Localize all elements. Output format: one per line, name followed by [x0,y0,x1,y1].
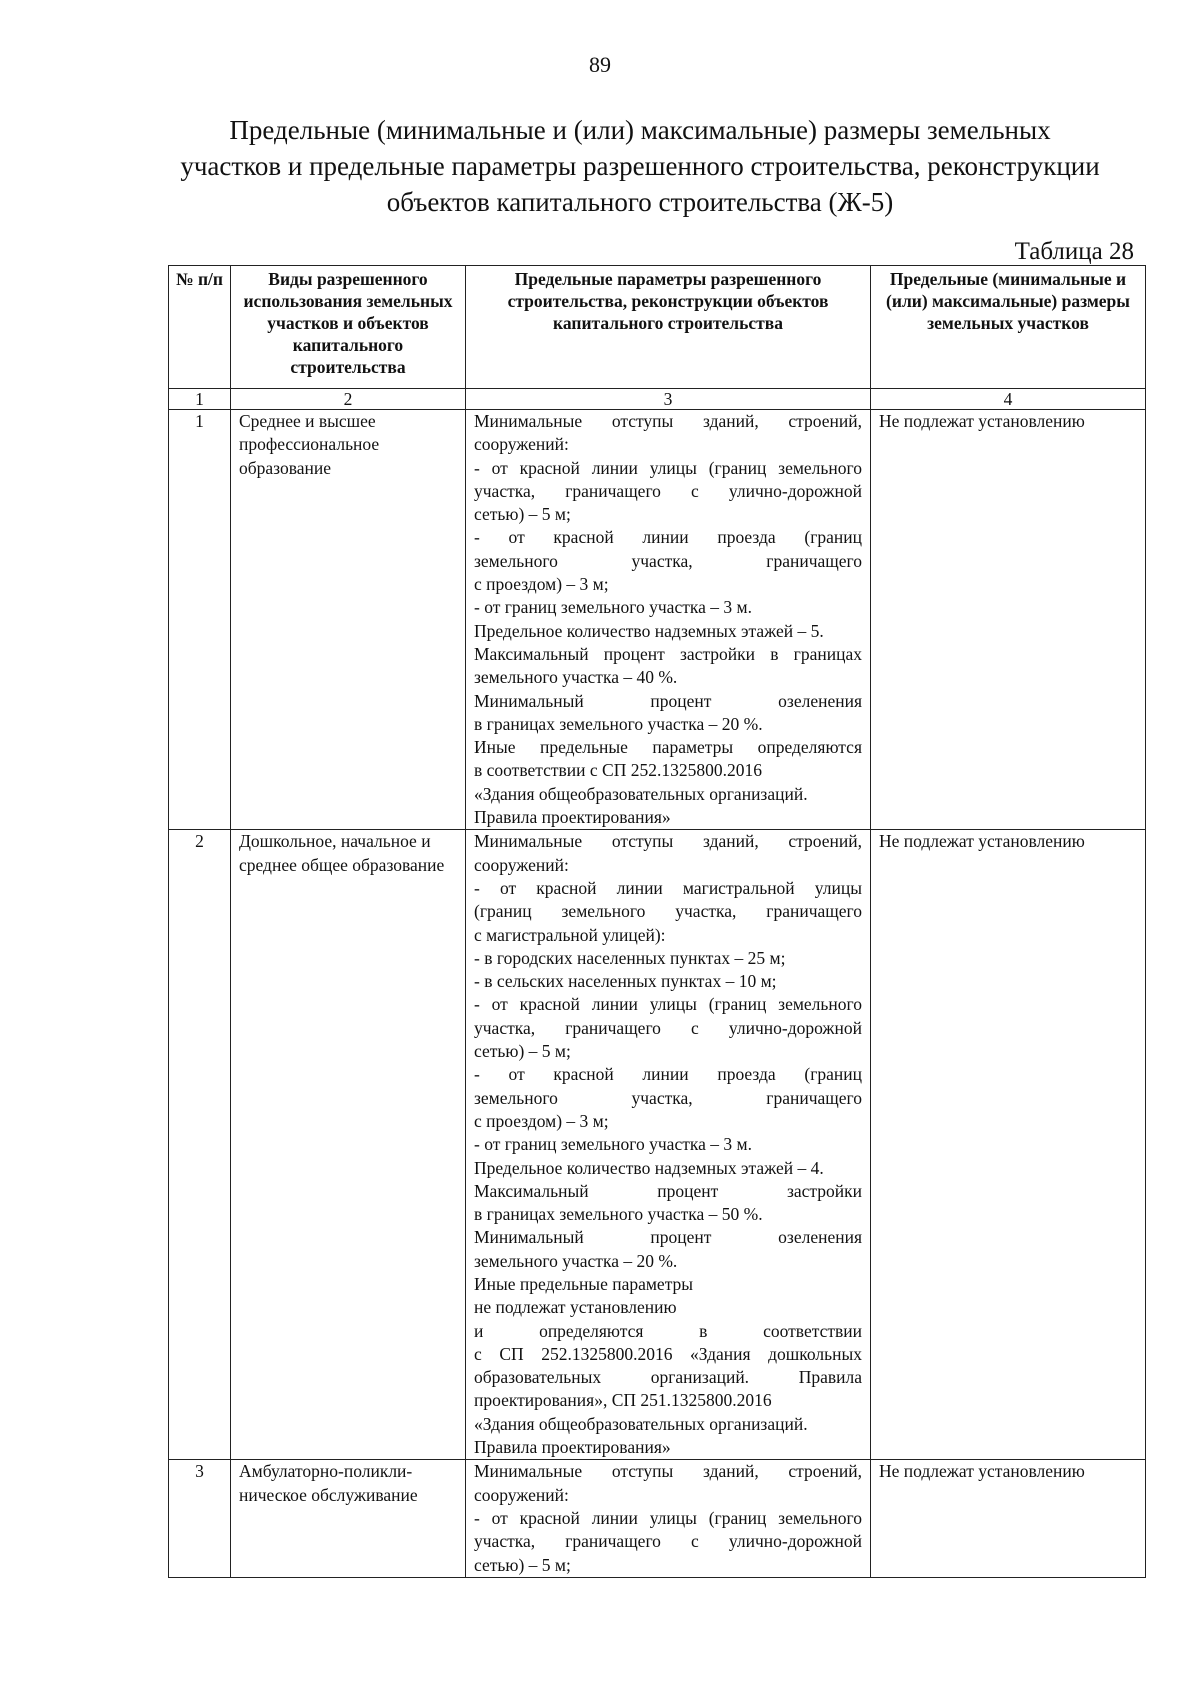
param-line: Предельное количество надземных этажей – 4. [474,1157,824,1178]
table-row [169,410,1146,830]
param-line: проектирования», СП 251.1325800.2016 [474,1390,772,1411]
param-line: Максимальный процент застройки [474,1180,862,1201]
param-line: в соответствии с СП 252.1325800.2016 [474,760,762,781]
column-number: 1 [169,389,231,410]
param-line: Минимальный процент озеленения [474,690,862,711]
title-line: объектов капитального строительства (Ж-5) [386,187,894,217]
build-params-cell [466,410,871,830]
param-line: - от красной линии улицы (границ земельного [474,1507,862,1528]
plot-size-cell: Не подлежат установлению [871,830,1146,1460]
param-line: и определяются в соответствии [474,1320,862,1341]
table-header-row [169,266,1146,389]
param-line: земельного участка – 20 %. [474,1250,678,1271]
param-line: сетью) – 5 м; [474,1041,571,1062]
column-numbers-row [169,389,1146,410]
build-params-cell [466,830,871,1460]
param-line: участка, граничащего с улично-дорожной [474,480,862,501]
header-number: № п/п [169,266,231,389]
param-line: Иные предельные параметры определяются [474,737,862,758]
param-line: - в городских населенных пунктах – 25 м; [474,947,786,968]
param-line: не подлежат установлению [474,1297,677,1318]
param-line: земельного участка, граничащего [474,550,862,571]
param-line: «Здания общеобразовательных организаций. [474,1413,808,1434]
table-row [169,830,1146,1460]
param-line: сооружений: [474,854,569,875]
param-line: Правила проектирования» [474,807,671,828]
param-line: - от красной линии проезда (границ [474,527,862,548]
param-line: Правила проектирования» [474,1437,671,1458]
column-number: 3 [466,389,871,410]
param-line: с проездом) – 3 м; [474,574,609,595]
param-line: (границ земельного участка, граничащего [474,901,862,922]
table-row [169,1460,1146,1577]
param-line: - от красной линии улицы (границ земельного [474,994,862,1015]
document-title [150,112,1130,220]
table-label: Таблица 28 [1014,238,1134,265]
param-line: - от красной линии проезда (границ [474,1064,862,1085]
param-line: с магистральной улицей): [474,924,666,945]
param-line: - в сельских населенных пунктах – 10 м; [474,971,777,992]
param-line: Минимальные отступы зданий, строений, [474,831,862,852]
param-line: сооружений: [474,434,569,455]
title-line: участков и предельные параметры разрешенного строительства, реконструкции [180,151,1100,181]
use-type-cell: Дошкольное, начальное и среднее общее образование [231,830,466,1460]
param-line: - от красной линии улицы (границ земельного [474,457,862,478]
param-line: «Здания общеобразовательных организаций. [474,783,808,804]
param-line: сооружений: [474,1484,569,1505]
header-build-params: Предельные параметры разрешенного строительства, реконструкции объектов капитального строительства [466,266,871,389]
param-line: образовательных организаций. Правила [474,1367,862,1388]
header-plot-size: Предельные (минимальные и (или) максимальные) размеры земельных участков [871,266,1146,389]
param-line: участка, граничащего с улично-дорожной [474,1017,862,1038]
param-line: в границах земельного участка – 50 %. [474,1204,763,1225]
plot-size-cell: Не подлежат установлению [871,1460,1146,1577]
param-line: с СП 252.1325800.2016 «Здания дошкольных [474,1343,862,1364]
param-line: с проездом) – 3 м; [474,1110,609,1131]
param-line: земельного участка – 40 %. [474,667,678,688]
param-line: сетью) – 5 м; [474,504,571,525]
param-line: земельного участка, граничащего [474,1087,862,1108]
param-line: участка, граничащего с улично-дорожной [474,1531,862,1552]
param-line: Иные предельные параметры [474,1273,694,1294]
title-line: Предельные (минимальные и (или) максимальные) размеры земельных [229,115,1051,145]
param-line: Предельное количество надземных этажей – 5. [474,620,824,641]
param-line: Максимальный процент застройки в границах [474,643,862,664]
row-number: 1 [169,410,231,830]
param-line: в границах земельного участка – 20 %. [474,713,763,734]
page-number: 89 [589,52,611,77]
use-type-cell: Среднее и высшее профессиональное образование [231,410,466,830]
param-line: Минимальные отступы зданий, строений, [474,1461,862,1482]
parameters-table [168,265,1146,1578]
param-line: - от красной линии магистральной улицы [474,877,862,898]
param-line: Минимальный процент озеленения [474,1227,862,1248]
plot-size-cell: Не подлежат установлению [871,410,1146,830]
param-line: - от границ земельного участка – 3 м. [474,597,752,618]
param-line: сетью) – 5 м; [474,1554,571,1575]
row-number: 2 [169,830,231,1460]
build-params-cell [466,1460,871,1577]
column-number: 2 [231,389,466,410]
row-number: 3 [169,1460,231,1577]
param-line: - от границ земельного участка – 3 м. [474,1134,752,1155]
param-line: Минимальные отступы зданий, строений, [474,411,862,431]
use-type-cell: Амбулаторно-поликли-ническое обслуживание [231,1460,466,1577]
column-number: 4 [871,389,1146,410]
header-use-type: Виды разрешенного использования земельных участков и объектов капитального строительства [231,266,466,389]
